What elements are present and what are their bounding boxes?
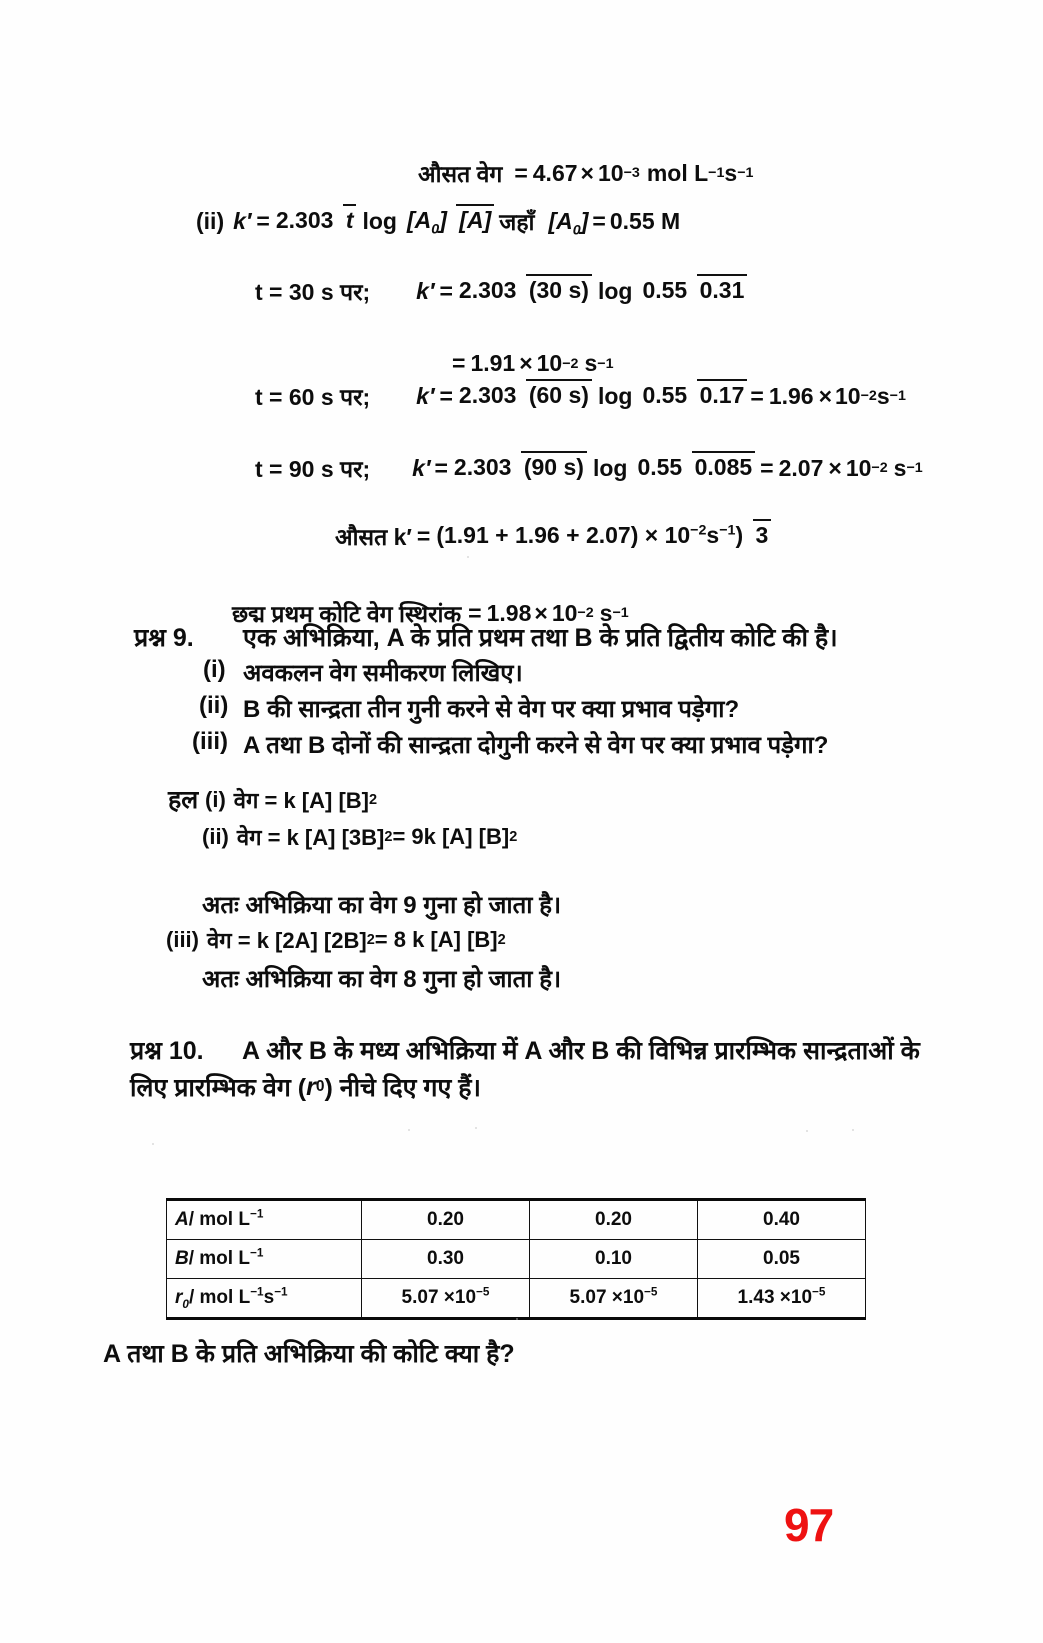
t90-row: t = 90 s पर; k′ = 2.303 (90 s) log 0.55 0.085 = 2.07 × 10 −2 s −1 [255, 452, 923, 484]
t60-result-equals: = [750, 382, 764, 409]
t90-condition: t = 90 s पर; [255, 456, 371, 482]
cell-r0-1 [362, 1279, 530, 1319]
row-symbol-A: A [175, 1209, 189, 1230]
r0-2-exp: −5 [644, 1285, 658, 1299]
question9-item-0-marker: (i) [203, 656, 226, 683]
solution-line-i: (i) वेग = k [A] [B] 2 [205, 787, 378, 813]
t60-log: log [597, 382, 633, 409]
solution-line-iii-marker: (iii) [166, 927, 199, 952]
solution-line-ii-marker: (ii) [202, 824, 229, 849]
t30-frac-den: (30 s) [526, 274, 592, 303]
t90-equals: = [434, 454, 448, 481]
table-row-header-B [167, 1240, 362, 1279]
row-unit-exp-B: −1 [249, 1246, 264, 1260]
average-k-fraction [433, 522, 771, 549]
log-numerator: $[A_0]$ [406, 206, 447, 238]
row-unit-B: / mol L [188, 1248, 250, 1269]
t30-times: × [519, 350, 533, 376]
log-operator: log [362, 207, 397, 234]
row-unit2-r0: s [263, 1287, 275, 1308]
average-k-numerator: $(1.91 + 1.96 + 2.07) \times 10^{-2}s^{-1}$) [436, 521, 744, 548]
r0-2-base: 10 [622, 1287, 645, 1308]
cell-B-3: 0.05 [698, 1240, 866, 1279]
t90-k-symbol: k′ [412, 454, 431, 481]
solution-line-i-text: वेग = k [A] [B] [233, 788, 369, 813]
scan-speck [516, 1318, 518, 1320]
t60-k-symbol: k′ [416, 382, 435, 409]
multiply-sign: × [580, 159, 594, 186]
t90-power-base: 10 [845, 454, 872, 481]
scan-speck [152, 1143, 154, 1145]
pseudo-unit: s [599, 599, 613, 626]
step-ii-formula [196, 205, 680, 237]
solution-line-ii-part1: वेग = k [A] [3B] [236, 825, 385, 850]
fraction-2303-over-t [273, 207, 357, 234]
scan-speck [806, 1130, 808, 1132]
solution-line-iii: (iii) वेग = k [2A] [2B] 2 = 8 k [A] [B] 2 [166, 927, 506, 953]
r0-1-base: 10 [454, 1287, 477, 1308]
average-rate-equals: = [514, 159, 528, 186]
question9-item-2-text: A तथा B दोनों की सान्द्रता दोगुनी करने से वेग पर क्या प्रभाव पड़ेगा? [243, 732, 829, 759]
given-equals: = [592, 207, 606, 234]
pseudo-times: × [534, 599, 548, 626]
cell-A-2: 0.20 [530, 1200, 698, 1240]
page-number: 97 [784, 1499, 834, 1551]
row-unit-A: / mol L [188, 1209, 250, 1230]
question10-line1: A और B के मध्य अभिक्रिया में A और B की विभिन्न प्रारम्भिक सान्द्रताओं के [242, 1037, 920, 1065]
solution-line-iii-part2: = 8 k [A] [B] [374, 927, 498, 952]
r0-2-times: × [611, 1287, 623, 1308]
t30-k-symbol: k′ [416, 277, 435, 304]
where-label: जहाँ [499, 209, 535, 235]
r0-3-times: × [779, 1287, 791, 1308]
average-rate-value: 4.67 [532, 159, 578, 186]
table-row [167, 1240, 866, 1279]
t60-equals: = [439, 382, 453, 409]
t60-times: × [818, 382, 833, 409]
equals-sign: = [256, 207, 270, 234]
t60-log-num: 0.55 [642, 381, 688, 408]
average-rate-line: औसत वेग = 4.67 × 10 −3 mol L −1 s −1 [418, 157, 753, 189]
cell-B-1: 0.30 [362, 1240, 530, 1279]
question9-item-0-text: अवकलन वेग समीकरण लिखिए। [243, 660, 523, 687]
question9-item-1-marker: (ii) [199, 692, 229, 719]
t60-frac-num: 2.303 [458, 381, 517, 408]
r0-2-mantissa: 5.07 [569, 1287, 607, 1308]
cell-A-3: 0.40 [698, 1200, 866, 1240]
avg-k-exp2: −1 [719, 521, 736, 538]
scan-speck [475, 1127, 477, 1129]
t60-power-base: 10 [835, 382, 861, 409]
row-unit-exp-r0: −1 [250, 1285, 264, 1299]
t90-fraction [451, 454, 587, 481]
given-value: 0.55 M [609, 207, 681, 234]
t90-times: × [828, 454, 842, 481]
rate-constant-symbol: k′ [233, 207, 252, 234]
solution-label: हल [168, 786, 199, 814]
question10-line2-pre: लिए प्रारम्भिक वेग ( [130, 1074, 307, 1102]
table-row-header-A [167, 1200, 362, 1240]
pseudo-first-order-label: छद्म प्रथम कोटि वेग स्थिरांक [232, 601, 462, 627]
question10-line2: लिए प्रारम्भिक वेग ( r 0 ) नीचे दिए गए हैं। [130, 1070, 481, 1104]
avg-k-exp1: −2 [690, 521, 707, 538]
t30-log-fraction [639, 277, 747, 304]
t30-log-num: 0.55 [642, 276, 688, 303]
question10-closing: A तथा B के प्रति अभिक्रिया की कोटि क्या है? [103, 1340, 515, 1368]
question9-stem: एक अभिक्रिया, A के प्रति प्रथम तथा B के प्रति द्वितीय कोटि की है। [243, 624, 838, 652]
t90-result-value: 2.07 [778, 454, 824, 481]
initial-concentration-symbol: $[A_0]$ [548, 207, 589, 239]
t30-log-den: 0.31 [697, 274, 748, 303]
solution-note-iii: अतः अभिक्रिया का वेग 8 गुना हो जाता है। [202, 966, 562, 993]
power-base: 10 [597, 159, 624, 186]
question9-item-1-text: B की सान्द्रता तीन गुनी करने से वेग पर क्या प्रभाव पड़ेगा? [243, 696, 740, 723]
row-unit-r0: / mol L [188, 1287, 251, 1308]
rate-data-table [166, 1198, 866, 1320]
average-k-equals: = [416, 522, 431, 549]
t30-unit: s [584, 350, 598, 376]
t30-result-value: 1.91 [470, 350, 516, 376]
question10-label: प्रश्न 10. [130, 1037, 204, 1065]
t60-fraction [456, 382, 592, 409]
scan-speck [408, 1129, 410, 1131]
cell-B-2: 0.10 [530, 1240, 698, 1279]
average-k-denominator: 3 [753, 519, 772, 548]
solution-line-ii: (ii) वेग = k [A] [3B] 2 = 9k [A] [B] 2 [202, 824, 518, 850]
fraction-a0-over-a [404, 206, 494, 238]
pseudo-first-order-row: छद्म प्रथम कोटि वेग स्थिरांक = 1.98 × 10 −2 s −1 [232, 597, 629, 629]
t90-result-equals: = [760, 454, 774, 481]
t60-condition: t = 60 s पर; [255, 384, 371, 410]
solution-note-ii: अतः अभिक्रिया का वेग 9 गुना हो जाता है। [202, 892, 562, 919]
unit-mol-per-litre: mol L [646, 159, 709, 186]
t90-log: log [592, 454, 628, 481]
question9-label: प्रश्न 9. [134, 624, 194, 652]
unit-second: s [724, 159, 738, 186]
row-unit2-exp-r0: −1 [274, 1285, 288, 1299]
t60-log-den: 0.17 [697, 379, 748, 408]
t30-log: log [597, 277, 633, 304]
average-rate-label: औसत वेग [418, 161, 503, 187]
solution-line-i-marker: (i) [205, 787, 226, 812]
t30-equals: = [439, 277, 453, 304]
cell-r0-2 [530, 1279, 698, 1319]
t90-frac-den: (90 s) [521, 451, 587, 480]
question10-line2-post: ) नीचे दिए गए हैं। [324, 1074, 481, 1102]
solution-line-ii-part2: = 9k [A] [B] [392, 824, 510, 849]
scan-speck [852, 1129, 854, 1131]
pseudo-power-base: 10 [551, 599, 578, 626]
average-k-row [335, 520, 774, 552]
table-row [167, 1200, 866, 1240]
pseudo-equals: = [468, 599, 482, 626]
log-denominator: [A] [456, 204, 494, 233]
row-unit-exp-A: −1 [249, 1207, 264, 1221]
t30-result-row: = 1.91 × 10 −2 s −1 [452, 350, 614, 376]
r0-3-exp: −5 [812, 1285, 826, 1299]
r0-1-mantissa: 5.07 [401, 1287, 439, 1308]
table-row-header-r0 [167, 1279, 362, 1319]
t30-row [255, 275, 750, 307]
t90-log-num: 0.55 [637, 453, 683, 480]
t90-log-fraction [634, 454, 755, 481]
t60-frac-den: (60 s) [526, 379, 592, 408]
t60-unit: s [876, 382, 890, 409]
t30-frac-num: 2.303 [458, 276, 517, 303]
pseudo-value: 1.98 [486, 599, 532, 626]
avg-k-unit-s: s [706, 521, 720, 548]
r0-3-base: 10 [790, 1287, 813, 1308]
fraction-denominator: t [343, 204, 357, 233]
r0-1-exp: −5 [476, 1285, 490, 1299]
r0-1-times: × [443, 1287, 455, 1308]
t30-result-equals: = [452, 350, 466, 376]
solution-line-iii-part1: वेग = k [2A] [2B] [207, 928, 367, 953]
cell-A-1: 0.20 [362, 1200, 530, 1240]
t90-unit: s [893, 454, 907, 481]
initial-rate-symbol: r [306, 1072, 316, 1101]
t60-row: t = 60 s पर; k′ = 2.303 (60 s) log 0.55 0.17 = 1.96 × 10 −2 s −1 [255, 380, 906, 412]
r0-3-mantissa: 1.43 [737, 1287, 775, 1308]
t30-fraction [456, 277, 592, 304]
row-symbol-r0: $r_0$ [175, 1287, 189, 1311]
table-row [167, 1279, 866, 1319]
t30-power-base: 10 [536, 350, 563, 376]
scan-speck [467, 556, 469, 558]
avg-k-close: ) [735, 521, 744, 548]
t60-result-value: 1.96 [768, 382, 814, 409]
fraction-numerator: 2.303 [275, 206, 334, 233]
cell-r0-3 [698, 1279, 866, 1319]
t90-log-den: 0.085 [692, 451, 756, 480]
average-k-label: औसत k′ [335, 524, 412, 550]
question9-item-2-marker: (iii) [192, 728, 228, 755]
t30-condition: t = 30 s पर; [255, 279, 371, 305]
row-symbol-B: B [175, 1248, 189, 1269]
step-ii-marker: (ii) [196, 207, 225, 234]
t90-frac-num: 2.303 [453, 453, 512, 480]
t60-log-fraction [639, 382, 747, 409]
